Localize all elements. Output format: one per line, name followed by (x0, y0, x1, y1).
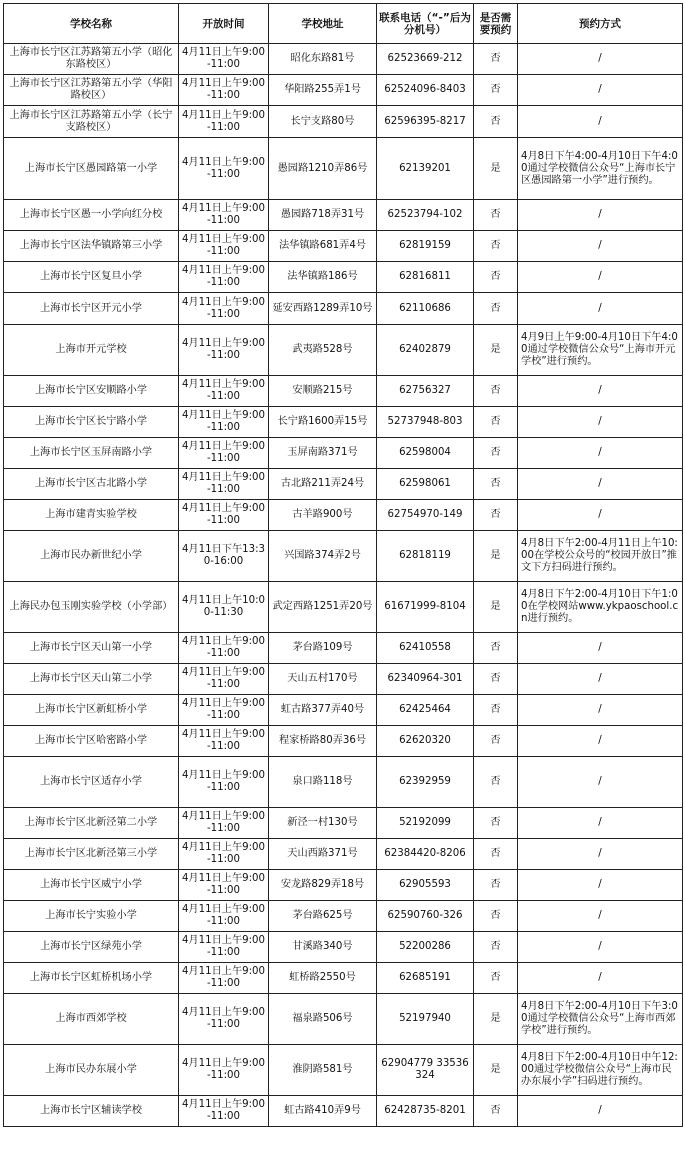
cell-address: 淮阴路581号 (269, 1045, 377, 1096)
cell-time: 4月11日上午9:00-11:00 (179, 407, 269, 438)
cell-phone: 62425464 (377, 695, 474, 726)
cell-school: 上海市长宁区威宁小学 (4, 870, 179, 901)
cell-method: / (518, 500, 683, 531)
cell-school: 上海市长宁区玉屏南路小学 (4, 438, 179, 469)
cell-address: 虹桥路2550号 (269, 963, 377, 994)
cell-address: 愚园路718弄31号 (269, 200, 377, 231)
cell-time: 4月11日上午9:00-11:00 (179, 262, 269, 293)
cell-address: 新泾一村130号 (269, 808, 377, 839)
cell-phone: 62428735-8201 (377, 1096, 474, 1127)
table-row (4, 808, 683, 839)
cell-address: 虹古路410弄9号 (269, 1096, 377, 1127)
cell-phone: 52197940 (377, 994, 474, 1045)
cell-address: 愚园路1210弄86号 (269, 138, 377, 200)
table-row (4, 293, 683, 325)
cell-reserve: 是 (474, 1045, 518, 1096)
cell-phone: 62598004 (377, 438, 474, 469)
cell-reserve: 否 (474, 808, 518, 839)
cell-school: 上海市长宁区天山第一小学 (4, 633, 179, 664)
table-row (4, 963, 683, 994)
cell-method: 4月8日下午2:00-4月10日下午1:00在学校网站www.ykpaoschool.cn进行预约。 (518, 582, 683, 633)
cell-reserve: 否 (474, 469, 518, 500)
cell-address: 天山五村170号 (269, 664, 377, 695)
cell-method: / (518, 75, 683, 106)
cell-school: 上海市长宁区新虹桥小学 (4, 695, 179, 726)
cell-address: 泉口路118号 (269, 757, 377, 808)
cell-time: 4月11日上午9:00-11:00 (179, 1045, 269, 1096)
table-row (4, 633, 683, 664)
cell-reserve: 否 (474, 757, 518, 808)
cell-time: 4月11日上午9:00-11:00 (179, 932, 269, 963)
table-row (4, 994, 683, 1045)
cell-phone: 62819159 (377, 231, 474, 262)
cell-address: 长宁路1600弄15号 (269, 407, 377, 438)
table-row (4, 932, 683, 963)
table-row (4, 138, 683, 200)
cell-address: 法华镇路186号 (269, 262, 377, 293)
cell-method: / (518, 200, 683, 231)
cell-school: 上海市长宁区虹桥机场小学 (4, 963, 179, 994)
cell-phone: 62590760-326 (377, 901, 474, 932)
cell-school: 上海市长宁区愚园路第一小学 (4, 138, 179, 200)
cell-reserve: 否 (474, 200, 518, 231)
cell-time: 4月11日上午9:00-11:00 (179, 106, 269, 138)
cell-method: / (518, 808, 683, 839)
cell-phone: 62596395-8217 (377, 106, 474, 138)
cell-reserve: 是 (474, 138, 518, 200)
cell-school: 上海市开元学校 (4, 325, 179, 376)
cell-school: 上海市长宁区江苏路第五小学（长宁支路校区） (4, 106, 179, 138)
cell-method: / (518, 231, 683, 262)
table-row (4, 839, 683, 870)
cell-reserve: 否 (474, 407, 518, 438)
cell-reserve: 否 (474, 1096, 518, 1127)
cell-time: 4月11日上午9:00-11:00 (179, 500, 269, 531)
cell-address: 福泉路506号 (269, 994, 377, 1045)
cell-reserve: 否 (474, 75, 518, 106)
table-row (4, 44, 683, 75)
header-address: 学校地址 (269, 4, 377, 44)
cell-method: / (518, 262, 683, 293)
cell-school: 上海市长宁区北新泾第二小学 (4, 808, 179, 839)
cell-time: 4月11日上午9:00-11:00 (179, 376, 269, 407)
cell-reserve: 是 (474, 325, 518, 376)
school-open-day-table (3, 3, 683, 1127)
cell-method: / (518, 870, 683, 901)
cell-phone: 62402879 (377, 325, 474, 376)
cell-method: / (518, 469, 683, 500)
cell-school: 上海市长宁区哈密路小学 (4, 726, 179, 757)
cell-address: 兴国路374弄2号 (269, 531, 377, 582)
cell-method: / (518, 633, 683, 664)
cell-reserve: 否 (474, 376, 518, 407)
cell-time: 4月11日上午9:00-11:00 (179, 438, 269, 469)
cell-school: 上海市长宁区江苏路第五小学（昭化东路校区） (4, 44, 179, 75)
cell-method: 4月8日下午2:00-4月10日中午12:00通过学校微信公众号“上海市民办东展小学”扫码进行预约。 (518, 1045, 683, 1096)
cell-method: / (518, 932, 683, 963)
cell-address: 华阳路255弄1号 (269, 75, 377, 106)
header-row (4, 4, 683, 44)
cell-school: 上海市长宁区法华镇路第三小学 (4, 231, 179, 262)
cell-phone: 62598061 (377, 469, 474, 500)
cell-address: 安龙路829弄18号 (269, 870, 377, 901)
cell-reserve: 是 (474, 994, 518, 1045)
cell-address: 虹古路377弄40号 (269, 695, 377, 726)
cell-time: 4月11日上午9:00-11:00 (179, 757, 269, 808)
cell-time: 4月11日上午9:00-11:00 (179, 325, 269, 376)
cell-reserve: 是 (474, 531, 518, 582)
cell-time: 4月11日上午9:00-11:00 (179, 633, 269, 664)
cell-time: 4月11日上午9:00-11:00 (179, 726, 269, 757)
cell-time: 4月11日上午9:00-11:00 (179, 293, 269, 325)
cell-time: 4月11日上午10:00-11:30 (179, 582, 269, 633)
cell-school: 上海市长宁区复旦小学 (4, 262, 179, 293)
cell-time: 4月11日上午9:00-11:00 (179, 200, 269, 231)
table-row (4, 726, 683, 757)
cell-method: / (518, 901, 683, 932)
cell-time: 4月11日上午9:00-11:00 (179, 138, 269, 200)
header-reserve: 是否需要预约 (474, 4, 518, 44)
table-row (4, 1045, 683, 1096)
cell-phone: 62818119 (377, 531, 474, 582)
cell-school: 上海市长宁实验小学 (4, 901, 179, 932)
cell-time: 4月11日上午9:00-11:00 (179, 839, 269, 870)
cell-time: 4月11日上午9:00-11:00 (179, 695, 269, 726)
cell-reserve: 否 (474, 633, 518, 664)
cell-phone: 62685191 (377, 963, 474, 994)
cell-phone: 62620320 (377, 726, 474, 757)
cell-school: 上海市民办东展小学 (4, 1045, 179, 1096)
table-row (4, 1096, 683, 1127)
table-row (4, 469, 683, 500)
cell-reserve: 否 (474, 44, 518, 75)
table-row (4, 407, 683, 438)
table-row (4, 757, 683, 808)
cell-phone: 52200286 (377, 932, 474, 963)
cell-reserve: 否 (474, 695, 518, 726)
header-time: 开放时间 (179, 4, 269, 44)
cell-method: 4月8日下午2:00-4月11日上午10:00在学校公众号的“校园开放日”推文下方扫码进行预约。 (518, 531, 683, 582)
cell-reserve: 否 (474, 870, 518, 901)
cell-school: 上海市长宁区长宁路小学 (4, 407, 179, 438)
cell-phone: 62523794-102 (377, 200, 474, 231)
cell-school: 上海民办包玉刚实验学校（小学部） (4, 582, 179, 633)
table-row (4, 664, 683, 695)
cell-address: 法华镇路681弄4号 (269, 231, 377, 262)
cell-school: 上海市长宁区古北路小学 (4, 469, 179, 500)
cell-address: 安顺路215号 (269, 376, 377, 407)
cell-method: / (518, 1096, 683, 1127)
cell-reserve: 否 (474, 500, 518, 531)
cell-address: 天山西路371号 (269, 839, 377, 870)
cell-reserve: 否 (474, 726, 518, 757)
cell-reserve: 否 (474, 106, 518, 138)
cell-method: / (518, 664, 683, 695)
cell-reserve: 否 (474, 664, 518, 695)
cell-reserve: 否 (474, 901, 518, 932)
cell-time: 4月11日上午9:00-11:00 (179, 901, 269, 932)
cell-method: / (518, 839, 683, 870)
cell-phone: 52192099 (377, 808, 474, 839)
cell-time: 4月11日上午9:00-11:00 (179, 664, 269, 695)
table-row (4, 262, 683, 293)
cell-phone: 62816811 (377, 262, 474, 293)
cell-method: / (518, 44, 683, 75)
cell-method: 4月8日下午4:00-4月10日下午4:00通过学校微信公众号“上海市长宁区愚园路第一小学”进行预约。 (518, 138, 683, 200)
cell-method: / (518, 726, 683, 757)
table-row (4, 231, 683, 262)
cell-school: 上海市长宁区开元小学 (4, 293, 179, 325)
cell-time: 4月11日上午9:00-11:00 (179, 231, 269, 262)
cell-school: 上海市长宁区适存小学 (4, 757, 179, 808)
cell-method: / (518, 293, 683, 325)
table-row (4, 106, 683, 138)
cell-time: 4月11日上午9:00-11:00 (179, 808, 269, 839)
cell-time: 4月11日上午9:00-11:00 (179, 469, 269, 500)
cell-address: 程家桥路80弄36号 (269, 726, 377, 757)
cell-phone: 62524096-8403 (377, 75, 474, 106)
table-row (4, 531, 683, 582)
cell-school: 上海市长宁区安顺路小学 (4, 376, 179, 407)
cell-phone: 62384420-8206 (377, 839, 474, 870)
table-row (4, 870, 683, 901)
table-body (4, 44, 683, 1127)
table-row (4, 582, 683, 633)
cell-phone: 62905593 (377, 870, 474, 901)
cell-reserve: 否 (474, 231, 518, 262)
cell-school: 上海市长宁区辅读学校 (4, 1096, 179, 1127)
cell-reserve: 否 (474, 438, 518, 469)
cell-school: 上海市长宁区天山第二小学 (4, 664, 179, 695)
cell-method: / (518, 757, 683, 808)
header-school: 学校名称 (4, 4, 179, 44)
cell-school: 上海市长宁区愚一小学向红分校 (4, 200, 179, 231)
cell-address: 茅台路625号 (269, 901, 377, 932)
table-row (4, 695, 683, 726)
cell-phone: 52737948-803 (377, 407, 474, 438)
cell-school: 上海市长宁区江苏路第五小学（华阳路校区） (4, 75, 179, 106)
cell-school: 上海市长宁区北新泾第三小学 (4, 839, 179, 870)
cell-method: 4月9日上午9:00-4月10日下午4:00通过学校微信公众号“上海市开元学校”进行预约。 (518, 325, 683, 376)
cell-time: 4月11日上午9:00-11:00 (179, 75, 269, 106)
cell-method: / (518, 106, 683, 138)
cell-reserve: 否 (474, 262, 518, 293)
cell-method: / (518, 376, 683, 407)
cell-phone: 62904779 33536324 (377, 1045, 474, 1096)
cell-time: 4月11日下午13:30-16:00 (179, 531, 269, 582)
cell-phone: 62110686 (377, 293, 474, 325)
cell-address: 甘溪路340号 (269, 932, 377, 963)
cell-method: / (518, 963, 683, 994)
cell-phone: 62754970-149 (377, 500, 474, 531)
cell-phone: 62392959 (377, 757, 474, 808)
cell-address: 昭化东路81号 (269, 44, 377, 75)
cell-address: 玉屏南路371号 (269, 438, 377, 469)
cell-time: 4月11日上午9:00-11:00 (179, 44, 269, 75)
table-row (4, 325, 683, 376)
cell-address: 古北路211弄24号 (269, 469, 377, 500)
cell-reserve: 否 (474, 963, 518, 994)
table-row (4, 500, 683, 531)
cell-time: 4月11日上午9:00-11:00 (179, 994, 269, 1045)
cell-phone: 62139201 (377, 138, 474, 200)
cell-phone: 62340964-301 (377, 664, 474, 695)
cell-method: / (518, 407, 683, 438)
cell-address: 古羊路900号 (269, 500, 377, 531)
cell-reserve: 否 (474, 293, 518, 325)
cell-method: / (518, 695, 683, 726)
cell-address: 延安西路1289弄10号 (269, 293, 377, 325)
table-row (4, 901, 683, 932)
table-row (4, 438, 683, 469)
table-row (4, 376, 683, 407)
cell-method: / (518, 438, 683, 469)
cell-address: 武夷路528号 (269, 325, 377, 376)
cell-reserve: 否 (474, 839, 518, 870)
cell-school: 上海市民办新世纪小学 (4, 531, 179, 582)
cell-school: 上海市西郊学校 (4, 994, 179, 1045)
cell-school: 上海市长宁区绿苑小学 (4, 932, 179, 963)
cell-school: 上海市建青实验学校 (4, 500, 179, 531)
cell-method: 4月8日下午2:00-4月10日下午3:00通过学校微信公众号“上海市西郊学校”进行预约。 (518, 994, 683, 1045)
cell-address: 长宁支路80号 (269, 106, 377, 138)
header-phone: 联系电话（“-”后为分机号） (377, 4, 474, 44)
cell-reserve: 是 (474, 582, 518, 633)
table-row (4, 75, 683, 106)
header-method: 预约方式 (518, 4, 683, 44)
cell-phone: 62410558 (377, 633, 474, 664)
cell-reserve: 否 (474, 932, 518, 963)
cell-time: 4月11日上午9:00-11:00 (179, 870, 269, 901)
cell-time: 4月11日上午9:00-11:00 (179, 1096, 269, 1127)
cell-phone: 62756327 (377, 376, 474, 407)
cell-address: 茅台路109号 (269, 633, 377, 664)
cell-phone: 61671999-8104 (377, 582, 474, 633)
cell-phone: 62523669-212 (377, 44, 474, 75)
table-row (4, 200, 683, 231)
cell-time: 4月11日上午9:00-11:00 (179, 963, 269, 994)
cell-address: 武定西路1251弄20号 (269, 582, 377, 633)
